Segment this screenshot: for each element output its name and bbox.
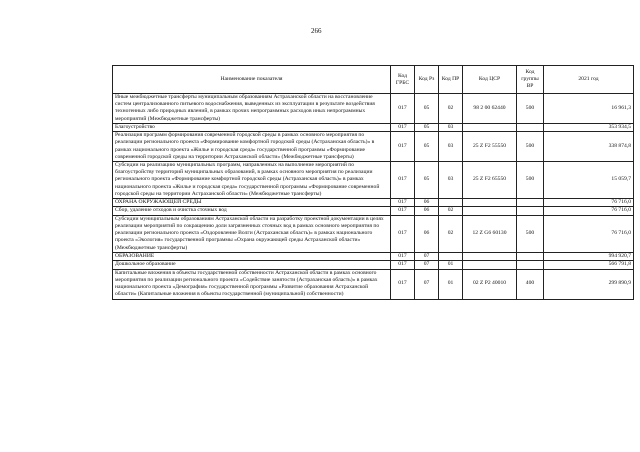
row-name: Сбор, удаление отходов и очистка сточных вод [113,207,391,215]
row-vr: 500 [517,215,544,252]
row-rz: 05 [415,123,439,131]
header-rz: Код Рз [415,66,439,94]
row-grbs: 017 [391,94,415,124]
row-csr: 25 Z F2 65550 [463,162,517,199]
row-grbs: 017 [391,215,415,252]
header-pr: Код ПР [439,66,463,94]
table-row [113,123,634,131]
row-csr: 25 Z F2 55550 [463,132,517,162]
table-row [113,252,634,260]
row-vr: 400 [517,269,544,299]
row-rz: 07 [415,261,439,269]
row-vr: 500 [517,132,544,162]
header-csr: Код ЦСР [463,66,517,94]
row-name: ОБРАЗОВАНИЕ [113,252,391,260]
row-amount: 338 874,8 [544,132,634,162]
row-vr [517,207,544,215]
table-row [113,94,634,124]
row-csr: 12 Z G6 60130 [463,215,517,252]
row-rz: 05 [415,132,439,162]
row-amount: 566 791,8 [544,261,634,269]
row-vr: 500 [517,162,544,199]
row-amount: 994 920,7 [544,252,634,260]
header-indicator-name: Наименование показателя [113,66,391,94]
table-header-row [113,66,634,94]
row-amount: 299 890,9 [544,269,634,299]
row-csr [463,199,517,207]
row-pr: 02 [439,207,463,215]
header-year-2021: 2021 год [544,66,634,94]
table-row [113,162,634,199]
row-grbs: 017 [391,162,415,199]
table-row [113,207,634,215]
row-rz: 06 [415,207,439,215]
row-grbs: 017 [391,132,415,162]
row-grbs: 017 [391,269,415,299]
table-row [113,269,634,299]
row-csr [463,261,517,269]
table-row [113,215,634,252]
row-grbs: 017 [391,261,415,269]
row-rz: 06 [415,199,439,207]
row-name: Субсидии на реализацию муниципальных программ, направленных на выполнение мероприятий по благоустройству территорий муниципальных образований, в рамках основного мероприятия по реализации регионального проекта «Формирование комфортной городской среды (Астраханская область)» в рамках национального проекта «Жилье и городская среда» государственной программы «Формирование современной городской среды на территории Астраханской области» (Межбюджетные трансферты) [113,162,391,199]
row-rz: 07 [415,269,439,299]
row-csr [463,207,517,215]
table-row [113,199,634,207]
row-pr [439,199,463,207]
table-row [113,132,634,162]
row-name: Реализация программ формирования современной городской среды в рамках основного мероприятия по реализации регионального проекта «Формирование комфортной городской среды (Астраханская область)» в рамках национального проекта «Жилье и городская среда» государственной программы «Формирование современной городской среды на территории Астраханской области» (Межбюджетные трансферты) [113,132,391,162]
row-csr: 98 2 00 62440 [463,94,517,124]
row-rz: 06 [415,215,439,252]
row-vr [517,252,544,260]
row-vr [517,199,544,207]
table-row [113,261,634,269]
row-vr [517,123,544,131]
row-pr: 01 [439,261,463,269]
row-name: Благоустройство [113,123,391,131]
row-grbs: 017 [391,199,415,207]
row-name: Иные межбюджетные трансферты муниципальным образованиям Астраханской области на восстановление систем централизованного питьевого водоснабжения, выведенных из эксплуатации в результате воздействия техногенных либо природных явлений, в рамках прочих непрограммных расходов иных непрограммных мероприятий (Межбюджетные трансферты) [113,94,391,124]
row-amount: 353 934,5 [544,123,634,131]
row-name: ОХРАНА ОКРУЖАЮЩЕЙ СРЕДЫ [113,199,391,207]
page-number: 266 [311,27,322,35]
row-pr: 02 [439,94,463,124]
row-csr [463,123,517,131]
row-pr: 03 [439,123,463,131]
row-name: Дошкольное образование [113,261,391,269]
row-pr: 02 [439,215,463,252]
row-grbs: 017 [391,252,415,260]
row-amount: 76 716,0 [544,215,634,252]
row-amount: 16 961,3 [544,94,634,124]
row-rz: 07 [415,252,439,260]
row-pr: 03 [439,162,463,199]
row-csr: 02 Z P2 40010 [463,269,517,299]
row-vr [517,261,544,269]
row-grbs: 017 [391,207,415,215]
row-grbs: 017 [391,123,415,131]
budget-table [112,65,634,300]
row-name: Капитальные вложения в объекты государственной собственности Астраханской области в рамках основного мероприятия по реализации регионального проекта «Содействие занятости (Астраханская область)» в рамках национального проекта «Демография» государственной программы «Развитие образования Астраханской области» (Капитальные вложения в объекты государственной (муниципальной) собственности) [113,269,391,299]
row-amount: 15 059,7 [544,162,634,199]
header-grbs: Код ГРБС [391,66,415,94]
row-csr [463,252,517,260]
row-rz: 05 [415,94,439,124]
header-vr: Код группы ВР [517,66,544,94]
row-pr: 03 [439,132,463,162]
row-amount: 76 716,0 [544,207,634,215]
row-pr [439,252,463,260]
row-name: Субсидии муниципальным образованиям Астраханской области на разработку проектной документации в целях реализации мероприятий по сокращению доли загрязненных сточных вод в рамках основного мероприятия по реализации регионального проекта «Оздоровление Волги (Астраханская область)» в рамках национального проекта «Экология» государственной программы «Охрана окружающей среды Астраханской области» (Межбюджетные трансферты) [113,215,391,252]
row-amount: 76 716,0 [544,199,634,207]
row-pr: 01 [439,269,463,299]
row-rz: 05 [415,162,439,199]
row-vr: 500 [517,94,544,124]
